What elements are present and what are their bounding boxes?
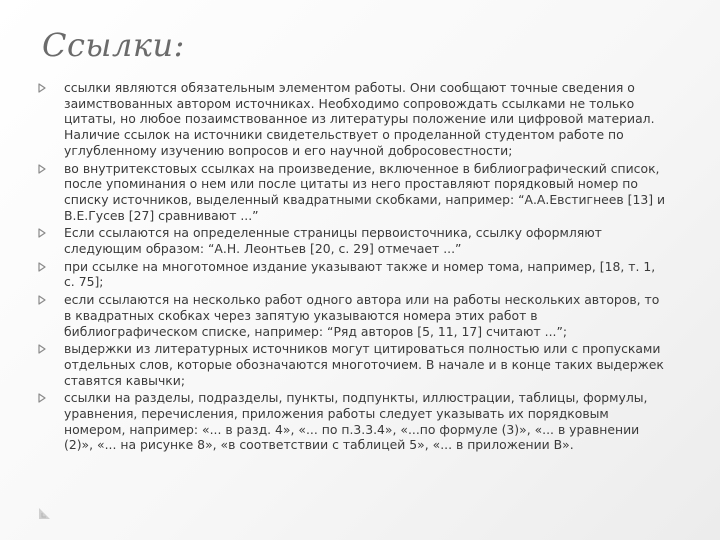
bullet-list [38,80,668,455]
bullet-item [38,80,668,159]
bullet-text: во внутритекстовых ссылках на произведение, включенное в библиографический список, после упоминания о нем или после цитаты из него проставляют порядковый номер по списку источников, выделенный квадратными скобками, например: “А.А.Евстигнеев [13] и В.Е.Гусев [27] сравнивают ...” [64,160,666,223]
bullet-item [38,259,668,290]
triangle-bullet-icon [38,225,64,241]
bullet-item [38,390,668,453]
bullet-text: выдержки из литературных источников могут цитироваться полностью или с пропусками отдельных слов, которые обозначаются многоточием. В начале и в конце таких выдержек ставятся кавычки; [64,341,664,388]
bullet-item [38,292,668,339]
triangle-bullet-icon [38,259,64,275]
corner-bracket-icon [36,506,52,526]
bullet-item [38,341,668,388]
bullet-item [38,161,668,224]
triangle-bullet-icon [38,292,64,308]
bullet-text: если ссылаются на несколько работ одного автора или на работы нескольких авторов, то в квадратных скобках через запятую указываются номера этих работ в библиографическом списке, например: “Ряд авторов [5, 11, 17] считают ...”; [64,292,660,339]
triangle-bullet-icon [38,390,64,406]
bullet-text: ссылки являются обязательным элементом работы. Они сообщают точные сведения о заимствованных автором источниках. Необходимо сопровождать ссылками не только цитаты, но любое позаимствованное из литературы положение или цифровой материал. Наличие ссылок на источники свидетельствует о проделанной студентом работе по углубленному изучению вопросов и его научной добросовестности; [64,80,655,158]
bullet-text: при ссылке на многотомное издание указывают также и номер тома, например, [18, т. 1, с. 75]; [64,258,656,290]
bullet-text: ссылки на разделы, подразделы, пункты, подпункты, иллюстрации, таблицы, формулы, уравнения, перечисления, приложения работы следует указывать их порядковым номером, например: «... в разд. 4», «... по п.3.3.4», «...по формуле (3)», «... в уравнении (2)», «... на рисунке 8», «в соответствии с таблицей 5», «... в приложении В». [64,390,648,453]
triangle-bullet-icon [38,161,64,177]
triangle-bullet-icon [38,80,64,96]
slide-title: Ссылки: [42,26,185,64]
triangle-bullet-icon [38,341,64,357]
bullet-item [38,225,668,256]
bullet-text: Если ссылаются на определенные страницы первоисточника, ссылку оформляют следующим образом: “А.Н. Леонтьев [20, с. 29] отмечает ...” [64,225,602,257]
